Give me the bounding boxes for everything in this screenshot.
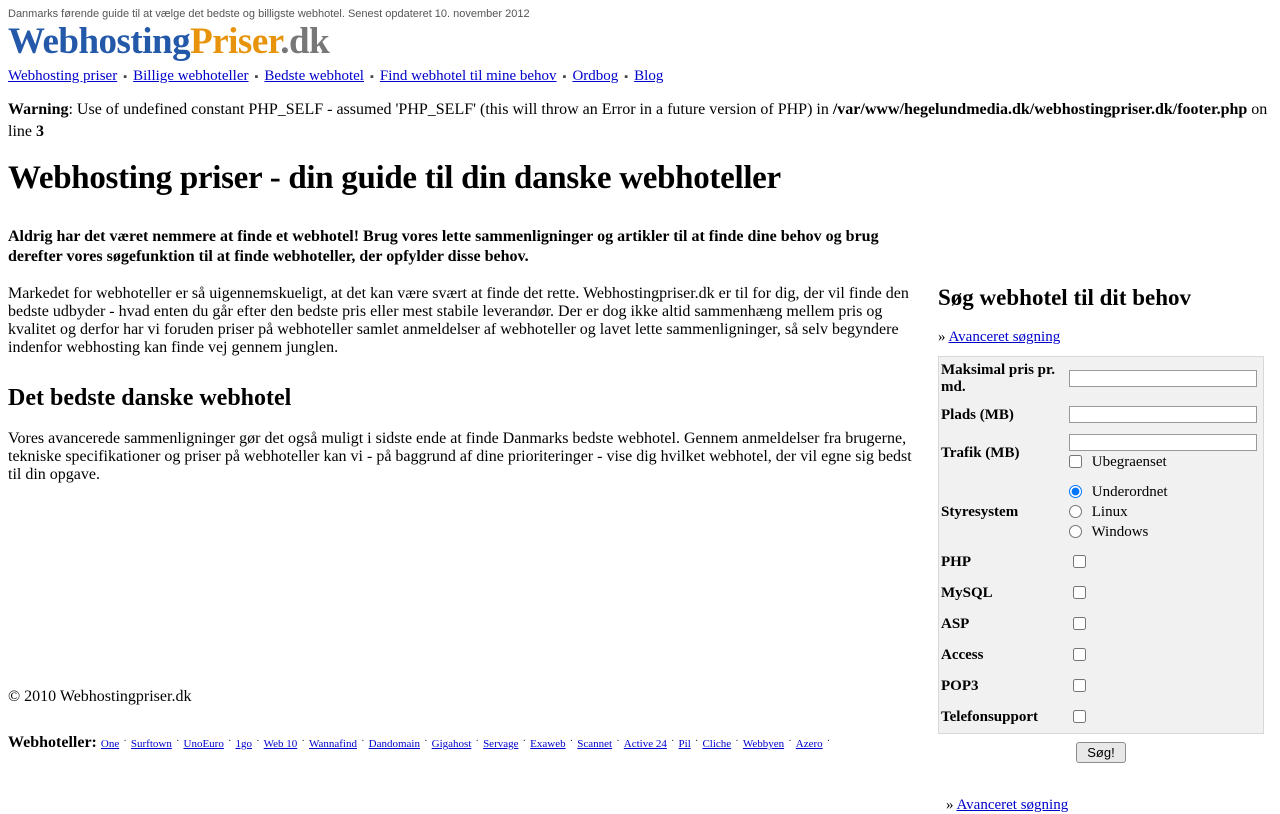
list-separator-icon: · bbox=[735, 735, 739, 747]
form-row-access bbox=[939, 640, 1264, 671]
traffic-input[interactable] bbox=[1069, 434, 1257, 451]
form-row-mysql bbox=[939, 578, 1264, 609]
php-cell bbox=[1063, 547, 1264, 578]
webhotel-link-active24[interactable]: Active 24 bbox=[623, 738, 667, 750]
list-separator-icon: · bbox=[227, 735, 232, 747]
warning-text: : Use of undefined constant PHP_SELF - assumed 'PHP_SELF' (this will throw an Error in a future version of PHP) in bbox=[68, 101, 833, 118]
list-separator-icon: · bbox=[694, 735, 699, 747]
os-label: Styresystem bbox=[941, 503, 1019, 520]
list-separator-icon: · bbox=[670, 735, 675, 747]
chevron-right-icon: » bbox=[946, 797, 954, 813]
php-warning-message bbox=[8, 99, 1272, 143]
traffic-unlimited-option[interactable] bbox=[1069, 452, 1257, 472]
asp-cell bbox=[1063, 609, 1264, 640]
list-separator-icon: · bbox=[256, 735, 260, 747]
traffic-cell bbox=[1063, 429, 1264, 477]
php-label: PHP bbox=[941, 554, 971, 570]
nav-separator-icon: ▪ bbox=[254, 70, 259, 83]
max-price-cell bbox=[1063, 357, 1264, 402]
site-logo bbox=[8, 22, 1272, 62]
webhotel-link-exaweb[interactable]: Exaweb bbox=[530, 738, 566, 750]
nav-item-webhosting-priser[interactable]: Webhosting priser bbox=[8, 68, 118, 84]
os-option-underordnet[interactable] bbox=[1069, 482, 1257, 502]
nav-separator-icon: ▪ bbox=[369, 70, 374, 83]
list-separator-icon: · bbox=[123, 735, 127, 747]
advanced-search-link-bottom-label[interactable]: Avanceret søgning bbox=[956, 797, 1069, 813]
intro-paragraph: Markedet for webhoteller er så uigennemskueligt, at det kan være svært at finde det rette. Webhostingpriser.dk er til for dig, der vil finde den bedste udbyder - hvad enten du går efter den bedste pris eller mest stabile leverandør. Der er dog ikke altid sammenhæng mellem pris og kvalitet og derfor har vi foruden priser på webhoteller samlet anmeldelser af webhoteller og lavet lette sammenligninger, så selv begyndere indenfor webhosting kan finde vej gennem junglen. bbox=[8, 285, 909, 356]
webhotels-label: Webhoteller: bbox=[8, 734, 97, 751]
webhotel-link-servage[interactable]: Servage bbox=[483, 738, 519, 750]
nav-item-find-webhotel[interactable]: Find webhotel til mine behov bbox=[379, 68, 557, 84]
access-cell bbox=[1063, 640, 1264, 671]
copyright-text: © 2010 Webhostingpriser.dk bbox=[8, 688, 192, 705]
page-title: Webhosting priser - din guide til din danske webhoteller bbox=[8, 160, 781, 196]
warning-online-text: on line bbox=[8, 101, 1268, 140]
asp-label: ASP bbox=[941, 616, 970, 632]
nav-separator-icon: ▪ bbox=[123, 70, 128, 83]
os-option-label: Underordnet bbox=[1091, 484, 1168, 500]
os-option-label: Windows bbox=[1091, 524, 1149, 540]
logo-part-webhosting: Webhosting bbox=[8, 21, 191, 62]
list-separator-icon: · bbox=[616, 735, 620, 747]
section-title-bedste-webhotel: Det bedste danske webhotel bbox=[8, 385, 292, 411]
advanced-search-link-bottom[interactable] bbox=[938, 797, 1264, 814]
list-separator-icon: · bbox=[569, 735, 574, 747]
access-label: Access bbox=[941, 647, 984, 663]
php-checkbox[interactable] bbox=[1073, 555, 1086, 568]
os-radio-underordnet[interactable] bbox=[1069, 485, 1082, 498]
nav-separator-icon: ▪ bbox=[562, 70, 567, 83]
form-row-os bbox=[939, 477, 1264, 547]
site-tagline: Danmarks førende guide til at vælge det bedste og billigste webhotel. Senest opdateret 10. november 2012 bbox=[8, 8, 530, 20]
webhotel-link-pil[interactable]: Pil bbox=[678, 738, 691, 750]
sidebar-title: Søg webhotel til dit behov bbox=[938, 285, 1192, 310]
search-submit-button[interactable]: Søg! bbox=[1076, 742, 1125, 763]
webhotel-link-one[interactable]: One bbox=[100, 738, 120, 750]
nav-item-blog[interactable]: Blog bbox=[634, 68, 664, 84]
os-option-linux[interactable] bbox=[1069, 502, 1257, 522]
access-checkbox[interactable] bbox=[1073, 648, 1086, 661]
webhotel-link-1go[interactable]: 1go bbox=[235, 738, 252, 750]
list-separator-icon: · bbox=[522, 735, 527, 747]
traffic-unlimited-checkbox[interactable] bbox=[1069, 455, 1082, 468]
phone-support-label: Telefonsupport bbox=[941, 709, 1038, 725]
main-navigation bbox=[8, 68, 1272, 85]
traffic-label: Trafik (MB) bbox=[941, 444, 1020, 461]
form-row-asp bbox=[939, 609, 1264, 640]
max-price-input[interactable] bbox=[1069, 370, 1257, 387]
form-row-traffic bbox=[939, 429, 1264, 477]
list-separator-icon: · bbox=[423, 735, 428, 747]
section-paragraph: Vores avancerede sammenligninger gør det også muligt i sidste ende at finde Danmarks bedste webhotel. Gennem anmeldelser fra brugerne, tekniske specifikationer og priser på webhoteller kan vi - på baggrund af dine prioriteringer - vise dig hvilket webhotel, der vil egne sig bedst til din opgave. bbox=[8, 430, 912, 483]
warning-line-number: 3 bbox=[36, 123, 44, 140]
search-form bbox=[938, 356, 1264, 734]
warning-label: Warning bbox=[8, 101, 69, 118]
traffic-unlimited-label: Ubegraenset bbox=[1091, 454, 1167, 470]
list-separator-icon: · bbox=[175, 735, 180, 747]
asp-checkbox[interactable] bbox=[1073, 617, 1086, 630]
lead-paragraph: Aldrig har det været nemmere at finde et webhotel! Brug vores lette sammenligninger og artikler til at finde dine behov og brug derefter vores søgefunktion til at finde webhoteller, der opfylder disse behov. bbox=[8, 228, 879, 265]
mysql-label: MySQL bbox=[941, 585, 993, 601]
mysql-checkbox[interactable] bbox=[1073, 586, 1086, 599]
os-radio-linux[interactable] bbox=[1069, 505, 1082, 518]
chevron-right-icon: » bbox=[938, 329, 946, 345]
space-label: Plads (MB) bbox=[941, 406, 1014, 423]
logo-part-dk: .dk bbox=[280, 21, 330, 62]
list-separator-icon: · bbox=[826, 735, 831, 747]
list-separator-icon: · bbox=[475, 735, 480, 747]
webhotel-link-surftown[interactable]: Surftown bbox=[130, 738, 172, 750]
webhotels-list bbox=[8, 734, 1268, 752]
nav-item-ordbog[interactable]: Ordbog bbox=[572, 68, 619, 84]
form-row-space bbox=[939, 401, 1264, 429]
webhotel-link-web10[interactable]: Web 10 bbox=[263, 738, 298, 750]
advanced-search-link-top[interactable] bbox=[938, 329, 1264, 346]
webhotel-link-scannet[interactable]: Scannet bbox=[577, 738, 613, 750]
os-option-windows[interactable] bbox=[1069, 522, 1257, 542]
os-cell bbox=[1063, 477, 1264, 547]
os-radio-windows[interactable] bbox=[1069, 525, 1082, 538]
webhotel-link-dandomain[interactable]: Dandomain bbox=[368, 738, 420, 750]
mysql-cell bbox=[1063, 578, 1264, 609]
form-row-php bbox=[939, 547, 1264, 578]
nav-item-billige-webhoteller[interactable]: Billige webhoteller bbox=[133, 68, 249, 84]
webhotel-link-unoeuro[interactable]: UnoEuro bbox=[183, 738, 224, 750]
webhotel-link-azero[interactable]: Azero bbox=[795, 738, 823, 750]
space-cell bbox=[1063, 401, 1264, 429]
pop3-label: POP3 bbox=[941, 678, 979, 694]
max-price-label: Maksimal pris pr. md. bbox=[941, 362, 1056, 395]
form-row-max-price bbox=[939, 357, 1264, 402]
nav-separator-icon: ▪ bbox=[624, 70, 629, 83]
webhotel-link-cliche[interactable]: Cliche bbox=[702, 738, 732, 750]
webhotel-link-webbyen[interactable]: Webbyen bbox=[742, 738, 785, 750]
webhotel-link-gigahost[interactable]: Gigahost bbox=[431, 738, 472, 750]
list-separator-icon: · bbox=[788, 735, 792, 747]
list-separator-icon: · bbox=[301, 735, 305, 747]
os-option-label: Linux bbox=[1091, 504, 1128, 520]
list-separator-icon: · bbox=[360, 735, 365, 747]
logo-part-priser: Priser bbox=[190, 21, 281, 62]
webhotels-items bbox=[100, 735, 834, 750]
space-input[interactable] bbox=[1069, 406, 1257, 423]
advanced-search-link-label[interactable]: Avanceret søgning bbox=[948, 329, 1061, 345]
main-column bbox=[8, 159, 938, 484]
webhotel-link-wannafind[interactable]: Wannafind bbox=[308, 738, 357, 750]
warning-file-path: /var/www/hegelundmedia.dk/webhostingpriser.dk/footer.php bbox=[832, 101, 1248, 118]
page-footer bbox=[8, 688, 1268, 752]
nav-item-bedste-webhotel[interactable]: Bedste webhotel bbox=[264, 68, 364, 84]
